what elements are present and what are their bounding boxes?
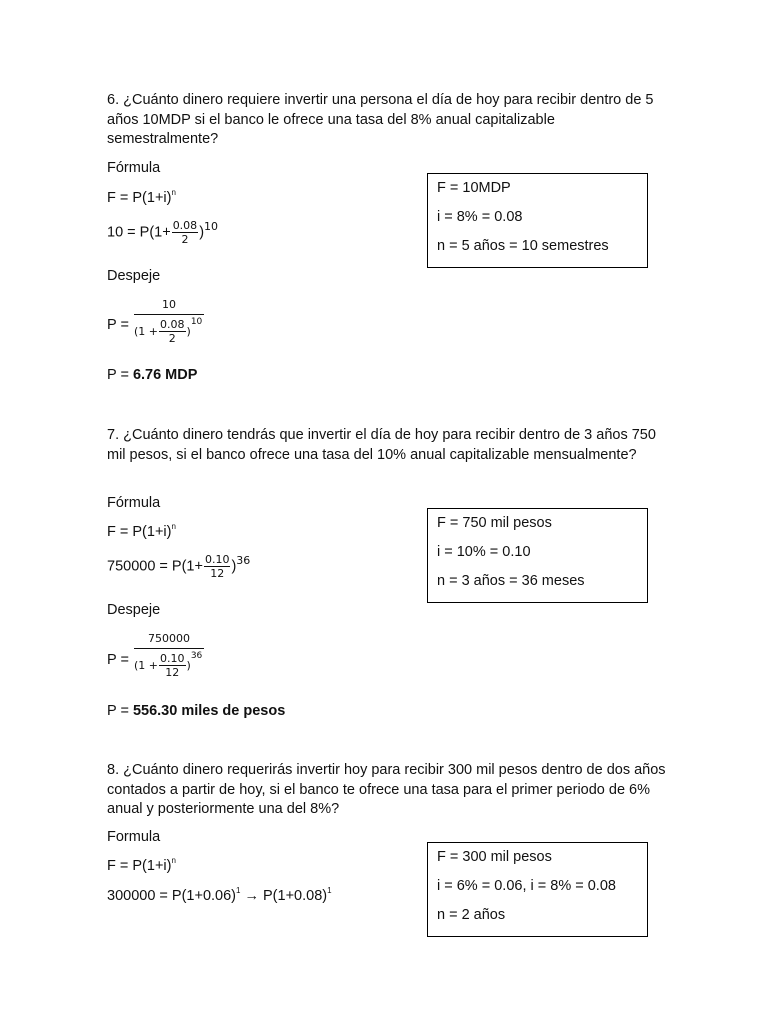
box-line: i = 10% = 0.10 — [437, 544, 531, 560]
problem-6-result: P = 6.76 MDP — [107, 367, 198, 383]
box-line: i = 6% = 0.06, i = 8% = 0.08 — [437, 878, 616, 894]
problem-7-result: P = 556.30 miles de pesos — [107, 703, 286, 719]
problem-6-despeje-fraction: 10 (1 + $\frac{0.08}{2}$ )$^{10}$ — [134, 298, 203, 345]
problem-6-equation: 10 = P(1+ $\frac{0.08}{2}$ )$^{10}$ — [107, 219, 219, 246]
problem-6-formula-label: Fórmula — [107, 160, 161, 176]
box-line: n = 3 años = 36 meses — [437, 573, 585, 589]
problem-6-despeje-label: Despeje — [107, 268, 161, 284]
problem-8-data-box — [427, 842, 648, 937]
problem-7-p-label: P = — [107, 652, 129, 668]
box-line: n = 2 años — [437, 907, 506, 923]
problem-8-formula: $F = P(1+i)^n$ — [107, 856, 176, 874]
problem-6-formula: $F = P(1+i)^n$ — [107, 188, 176, 206]
problem-8-formula-label: Formula — [107, 829, 161, 845]
problem-7-formula-label: Fórmula — [107, 495, 161, 511]
box-line: n = 5 años = 10 semestres — [437, 238, 609, 254]
problem-8-question: 8. ¿Cuánto dinero requerirás invertir hoy para recibir 300 mil pesos dentro de dos años contados a partir de hoy, si el banco te ofrece una tasa para el primer periodo de 6% anual y posteriormente una del 8%? — [107, 762, 666, 817]
problem-7-question: 7. ¿Cuánto dinero tendrás que invertir el día de hoy para recibir dentro de 3 años 750 mil pesos, si el banco ofrece una tasa del 10% anual capitalizable mensualmente? — [107, 427, 656, 463]
problem-7-equation: 750000 = P(1+ $\frac{0.10}{12}$ )$^{36}$ — [107, 553, 251, 580]
problem-6-p-label: P = — [107, 317, 129, 333]
box-line: F = 750 mil pesos — [437, 515, 552, 531]
box-line: F = 10MDP — [437, 180, 511, 196]
box-line: i = 8% = 0.08 — [437, 209, 523, 225]
arrow-icon: → — [244, 888, 259, 904]
problem-6-question: 6. ¿Cuánto dinero requiere invertir una persona el día de hoy para recibir dentro de 5 años 10MDP si el banco le ofrece una tasa del 8% anual capitalizable semestralmente? — [107, 92, 654, 147]
problem-7-despeje-label: Despeje — [107, 602, 161, 618]
box-line: F = 300 mil pesos — [437, 849, 552, 865]
problem-7-despeje-fraction: 750000 (1 + $\frac{0.10}{12}$ )$^{36}$ — [134, 632, 203, 679]
problem-7-formula: $F = P(1+i)^n$ — [107, 522, 176, 540]
problem-8-equation: $300000 = P(1+0.06)^1 \to P(1+0.08)^1$ — [107, 886, 332, 904]
problem-6-data-box — [427, 173, 648, 268]
problem-7-data-box — [427, 508, 648, 603]
